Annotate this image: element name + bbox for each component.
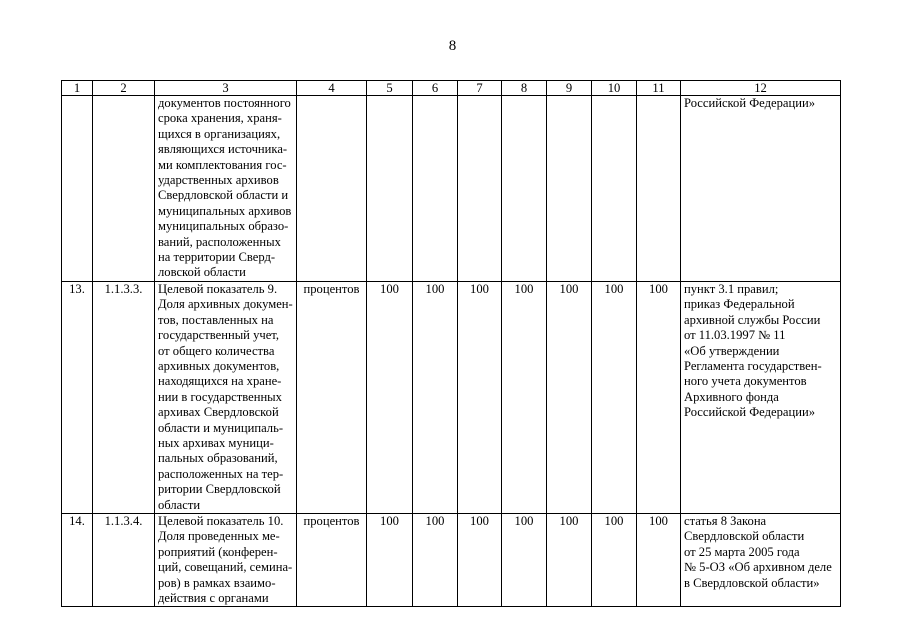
table-row <box>62 513 841 606</box>
column-header: 9 <box>547 81 592 96</box>
column-header: 12 <box>681 81 841 96</box>
column-header: 2 <box>93 81 155 96</box>
column-header: 11 <box>637 81 681 96</box>
row-code: 1.1.3.4. <box>93 513 155 606</box>
row-value: 100 <box>458 281 502 513</box>
row-code <box>93 96 155 282</box>
row-value: 100 <box>413 513 458 606</box>
row-number: 13. <box>62 281 93 513</box>
row-value <box>547 96 592 282</box>
row-unit <box>297 96 367 282</box>
row-number <box>62 96 93 282</box>
column-header: 7 <box>458 81 502 96</box>
row-unit: процентов <box>297 513 367 606</box>
row-description: документов постоянного срока хранения, храня- щихся в организациях, являющихся источника- ми комплектования гос- ударственных архивов Свердловской области и муниципальных архивов муниципальных образо- ваний, расположенных на территории Сверд- ловской области <box>155 96 297 282</box>
column-header: 3 <box>155 81 297 96</box>
row-value: 100 <box>458 513 502 606</box>
row-value: 100 <box>367 513 413 606</box>
row-value <box>637 96 681 282</box>
row-value <box>458 96 502 282</box>
column-header: 1 <box>62 81 93 96</box>
row-value <box>502 96 547 282</box>
row-value <box>592 96 637 282</box>
row-value: 100 <box>502 513 547 606</box>
indicators-table <box>61 80 841 607</box>
row-basis: пункт 3.1 правил; приказ Федеральной архивной службы России от 11.03.1997 № 11 «Об утверждении Регламента государствен- ного учета документов Архивного фонда Российской Федерации» <box>681 281 841 513</box>
column-header: 10 <box>592 81 637 96</box>
row-value: 100 <box>637 513 681 606</box>
row-value: 100 <box>592 281 637 513</box>
row-code: 1.1.3.3. <box>93 281 155 513</box>
table-row <box>62 281 841 513</box>
row-value <box>413 96 458 282</box>
row-value: 100 <box>502 281 547 513</box>
row-basis: статья 8 Закона Свердловской области от 25 марта 2005 года № 5-ОЗ «Об архивном деле в Свердловской области» <box>681 513 841 606</box>
row-value <box>367 96 413 282</box>
column-header: 8 <box>502 81 547 96</box>
row-value: 100 <box>547 513 592 606</box>
row-basis: Российской Федерации» <box>681 96 841 282</box>
row-unit: процентов <box>297 281 367 513</box>
column-header: 6 <box>413 81 458 96</box>
row-number: 14. <box>62 513 93 606</box>
row-value: 100 <box>637 281 681 513</box>
column-header: 4 <box>297 81 367 96</box>
row-value: 100 <box>592 513 637 606</box>
page-number: 8 <box>448 38 457 54</box>
row-value: 100 <box>367 281 413 513</box>
table-row <box>62 96 841 282</box>
table-header-row <box>62 81 841 96</box>
row-value: 100 <box>413 281 458 513</box>
row-description: Целевой показатель 10. Доля проведенных ме- роприятий (конферен- ций, совещаний, семина- ров) в рамках взаимо- действия с органами <box>155 513 297 606</box>
row-value: 100 <box>547 281 592 513</box>
row-description: Целевой показатель 9. Доля архивных докумен- тов, поставленных на государственный учет, от общего количества архивных документов, находящихся на хране- нии в государственных архивах Свердловской области и муниципаль- ных архивах муници- пальных образований, расположенных на тер- ритории Свердловской области <box>155 281 297 513</box>
column-header: 5 <box>367 81 413 96</box>
